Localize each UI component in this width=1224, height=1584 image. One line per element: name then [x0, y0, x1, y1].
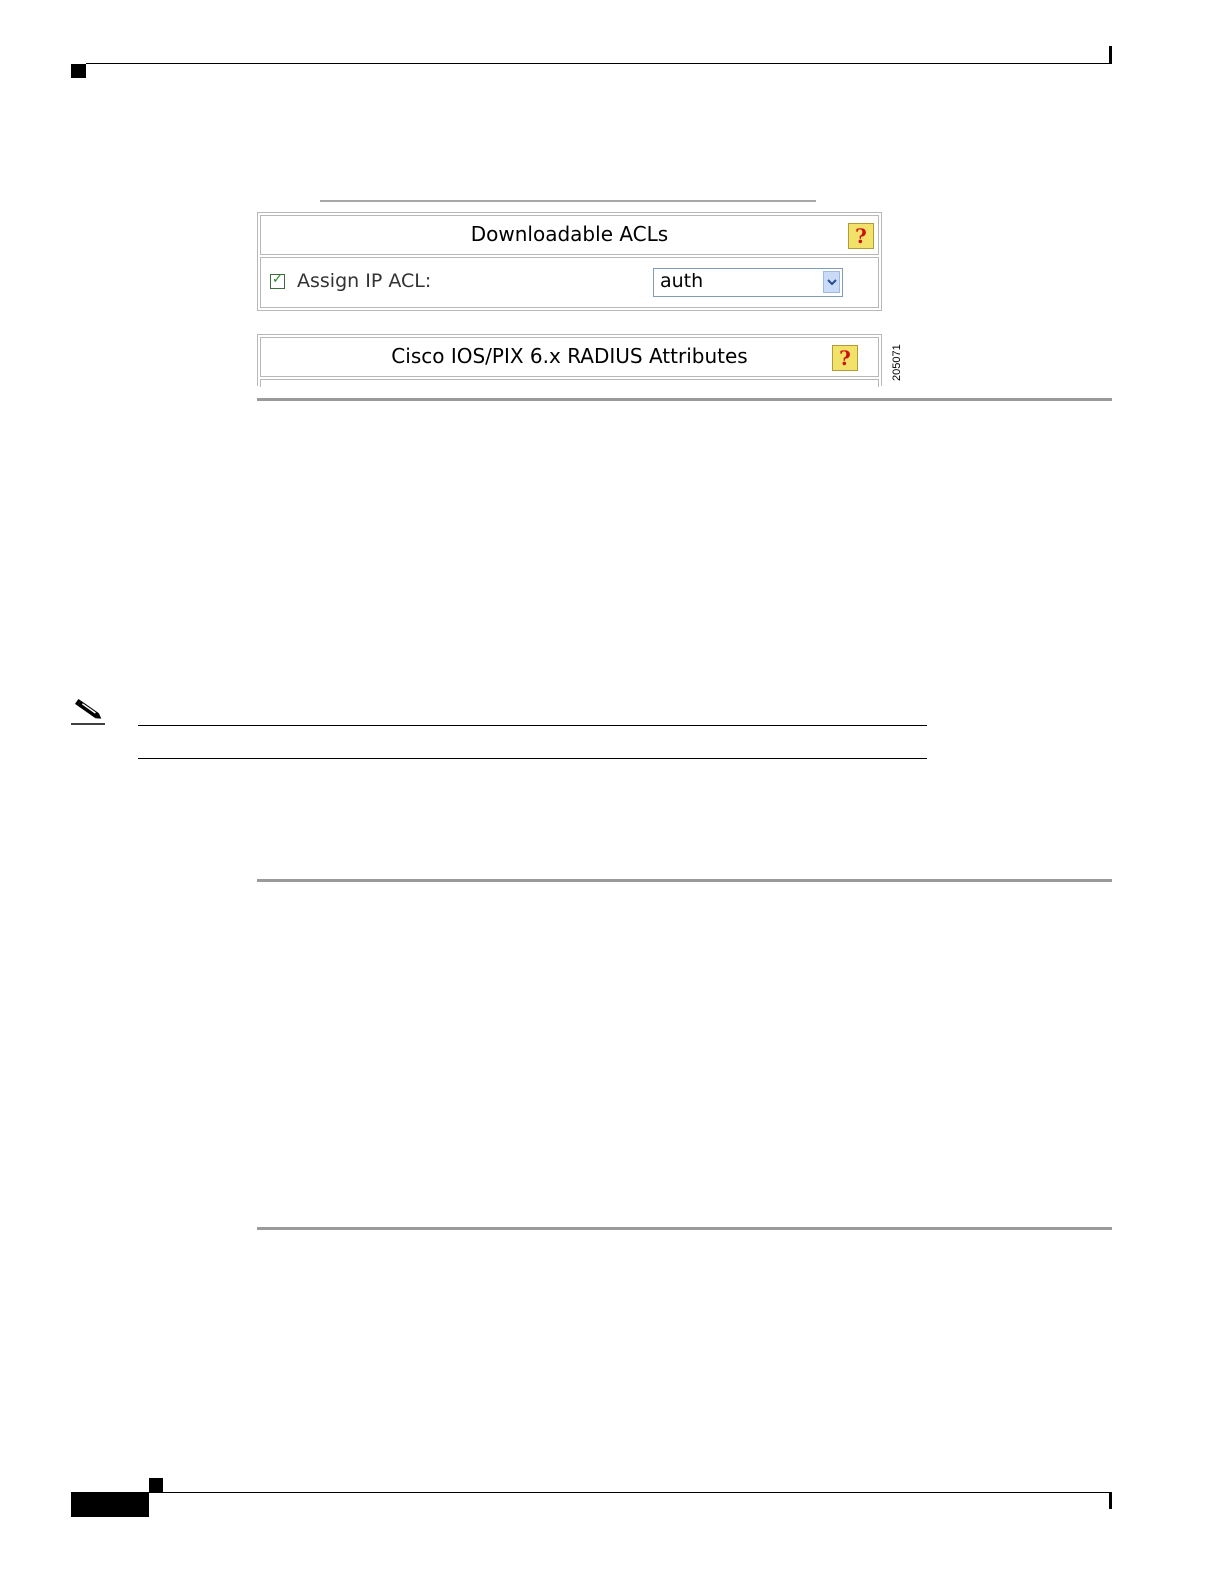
section-rule-1 [257, 879, 1112, 882]
radius-attributes-body-edge [260, 379, 879, 387]
downloadable-acls-title: Downloadable ACLs [470, 222, 669, 246]
chevron-down-icon[interactable] [823, 271, 840, 293]
header-rule [86, 63, 1112, 64]
figure-top-rule [320, 200, 816, 202]
help-question-icon[interactable]: ? [848, 223, 874, 249]
ip-acl-select[interactable] [653, 268, 843, 297]
downloadable-acls-header [260, 215, 879, 255]
note-top-rule [138, 725, 927, 726]
footer-right-tick [1109, 1493, 1112, 1509]
assign-ip-acl-label: Assign IP ACL: [297, 270, 432, 292]
help-question-icon[interactable]: ? [832, 345, 858, 371]
radius-attributes-title: Cisco IOS/PIX 6.x RADIUS Attributes [391, 344, 748, 368]
pencil-note-icon [71, 698, 107, 726]
radius-attributes-panel [257, 334, 882, 386]
radius-attributes-header [260, 337, 879, 377]
assign-ip-acl-row [260, 257, 879, 308]
header-right-tick [1109, 46, 1112, 64]
footer-page-tab [71, 1493, 149, 1517]
section-rule-2 [257, 1227, 1112, 1230]
footer-corner-mark [149, 1478, 163, 1492]
figure-number: 205071 [891, 344, 903, 381]
header-corner-mark [71, 64, 86, 78]
assign-ip-acl-checkbox[interactable]: ✓ [270, 274, 285, 289]
ip-acl-select-value: auth [660, 270, 704, 292]
note-bottom-rule [138, 758, 927, 759]
footer-rule [71, 1492, 1112, 1493]
figure-bottom-rule [257, 398, 1112, 401]
downloadable-acls-panel [257, 212, 882, 311]
